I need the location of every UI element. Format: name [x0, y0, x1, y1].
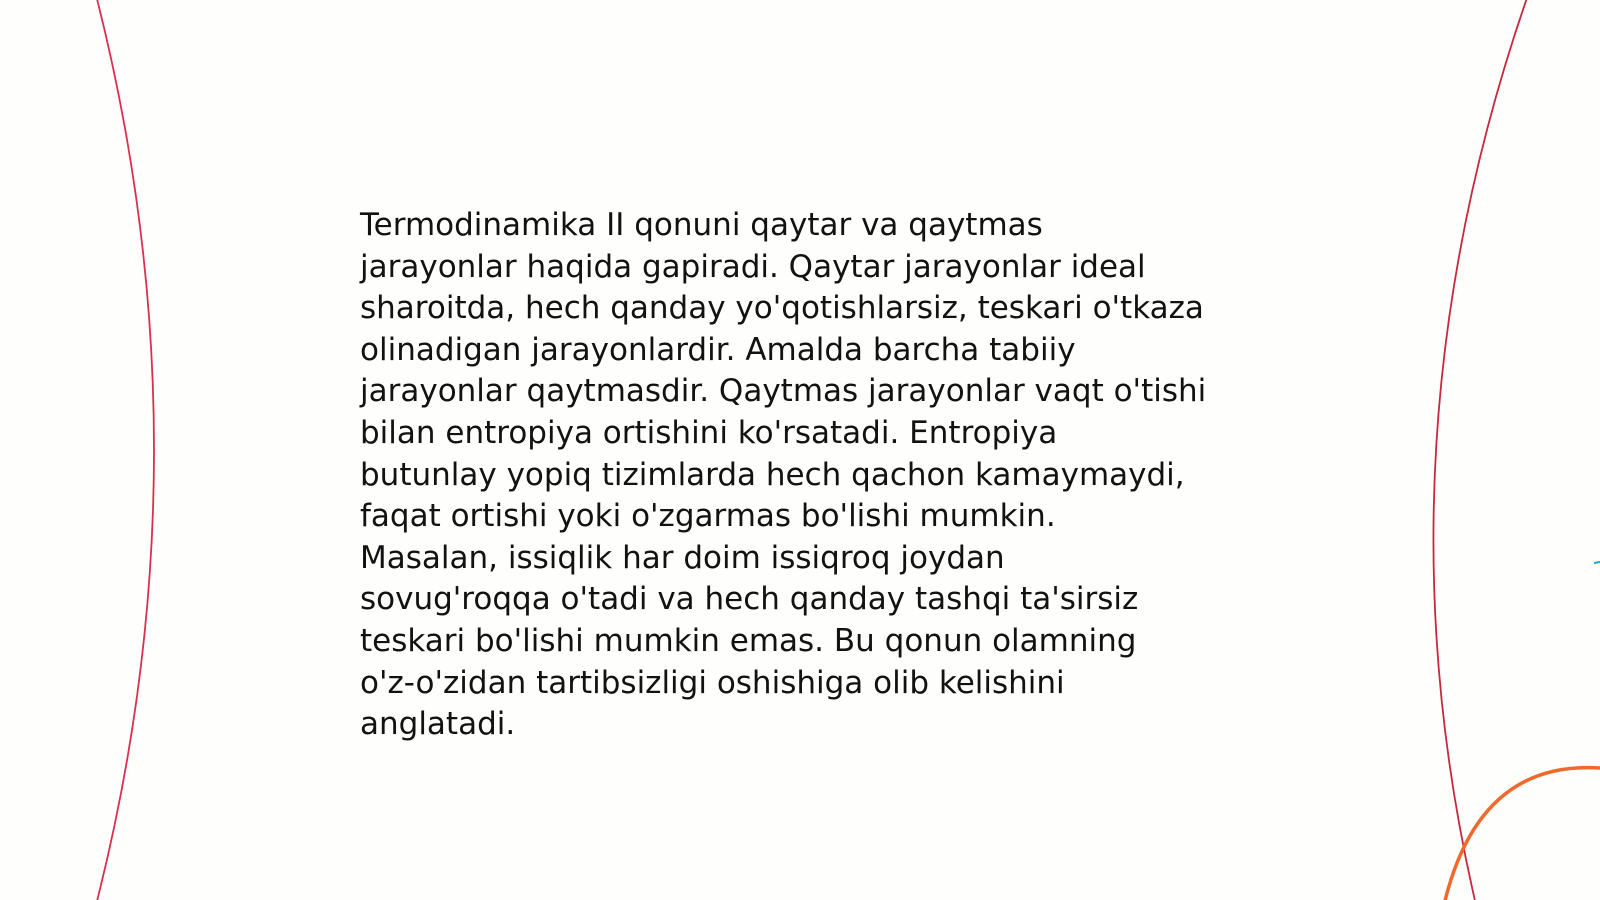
orange-decorative-arc	[1444, 768, 1600, 900]
text-line: anglatadi.	[360, 706, 516, 743]
text-line: jarayonlar haqida gapiradi. Qaytar jarayonlar ideal	[360, 248, 1146, 285]
text-line: faqat ortishi yoki o'zgarmas bo'lishi mumkin.	[360, 498, 1056, 535]
left-decorative-curve	[96, 0, 154, 900]
text-line: sovug'roqqa o'tadi va hech qanday tashqi ta'sirsiz	[360, 581, 1139, 618]
text-line: Masalan, issiqlik har doim issiqroq joydan	[360, 539, 1005, 576]
text-line: butunlay yopiq tizimlarda hech qachon kamaymaydi,	[360, 456, 1185, 493]
text-line: teskari bo'lishi mumkin emas. Bu qonun olamning	[360, 622, 1137, 659]
slide-body-text	[360, 205, 1260, 746]
text-line: o'z-o'zidan tartibsizligi oshishiga olib kelishini	[360, 664, 1065, 701]
right-decorative-curve	[1433, 0, 1528, 900]
blue-decorative-mark	[1594, 562, 1600, 563]
text-line: Termodinamika II qonuni qaytar va qaytmas	[360, 207, 1043, 243]
text-line: sharoitda, hech qanday yo'qotishlarsiz, teskari o'tkaza	[360, 290, 1204, 327]
text-line: olinadigan jarayonlardir. Amalda barcha tabiiy	[360, 331, 1076, 368]
text-line: jarayonlar qaytmasdir. Qaytmas jarayonlar vaqt o'tishi	[360, 373, 1207, 410]
text-line: bilan entropiya ortishini ko'rsatadi. Entropiya	[360, 414, 1058, 451]
